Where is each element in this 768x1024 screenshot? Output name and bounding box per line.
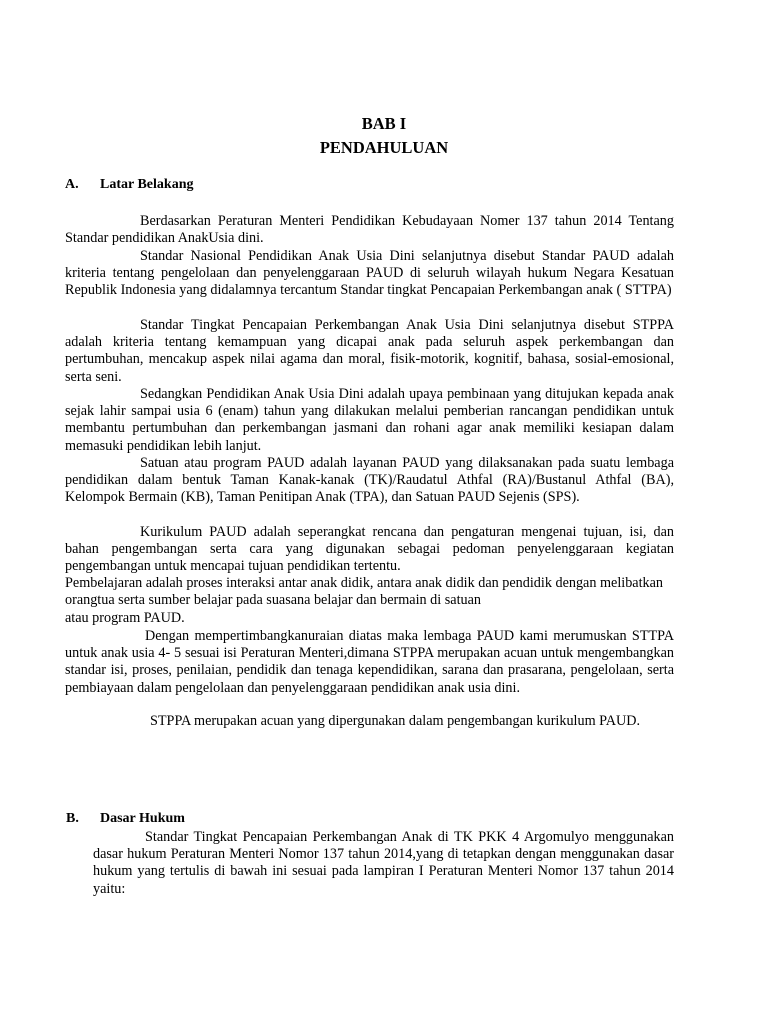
paragraph-standar-nasional: Standar Nasional Pendidikan Anak Usia Dini selanjutnya disebut Standar PAUD adalah kriteria tentang pengelolaan dan penyelenggaraan PAUD di seluruh wilayah hukum Negara Kesatuan Republik Indonesia yang didalamnya tercantum Standar tingkat Pencapaian Perkembangan anak ( STTPA) [65, 248, 674, 299]
paragraph-pembelajaran-end: atau program PAUD. [65, 610, 185, 626]
paragraph-peraturan: Berdasarkan Peraturan Menteri Pendidikan Kebudayaan Nomer 137 tahun 2014 Tentang Standar pendidikan AnakUsia dini. [65, 213, 674, 247]
section-b-number: B. [66, 811, 79, 826]
section-a-heading [65, 176, 193, 193]
section-b-title: Dasar Hukum [100, 811, 185, 826]
paragraph-acuan: STPPA merupakan acuan yang dipergunakan dalam pengembangan kurikulum PAUD. [150, 713, 641, 729]
section-b-heading [66, 810, 185, 827]
section-a-title: Latar Belakang [100, 177, 194, 192]
paragraph-dasar-hukum: Standar Tingkat Pencapaian Perkembangan Anak di TK PKK 4 Argomulyo menggunakan dasar hukum Peraturan Menteri Nomor 137 tahun 2014,yang di tetapkan dengan menggunakan dasar hukum yang tertulis di bawah ini sesuai pada lampiran I Peraturan Menteri Nomor 137 tahun 2014 yaitu: [93, 829, 674, 897]
paragraph-pembelajaran: Pembelajaran adalah proses interaksi antar anak didik, antara anak didik dan pendidik dengan melibatkan orangtua serta sumber belajar pada suasana belajar dan bermain di satuan [65, 575, 664, 609]
paragraph-stppa: Standar Tingkat Pencapaian Perkembangan Anak Usia Dini selanjutnya disebut STPPA adalah kriteria tentang kemampuan yang dicapai anak pada seluruh aspek perkembangan dan pertumbuhan, mencakup aspek nilai agama dan moral, fisik-motorik, kognitif, bahasa, sosial-emosional, serta seni. [65, 317, 674, 385]
paragraph-paud-definition: Sedangkan Pendidikan Anak Usia Dini adalah upaya pembinaan yang ditujukan kepada anak sejak lahir sampai usia 6 (enam) tahun yang dilakukan melalui pemberian rancangan pendidikan untuk membantu pertumbuhan dan perkembangan jasmani dan rohani agar anak memiliki kesiapan dalam memasuki pendidikan lebih lanjut. [65, 386, 674, 454]
paragraph-kurikulum: Kurikulum PAUD adalah seperangkat rencana dan pengaturan mengenai tujuan, isi, dan bahan pengembangan serta cara yang digunakan sebagai pedoman penyelenggaraan kegiatan pengembangan untuk mencapai tujuan pendidikan tertentu. [65, 524, 674, 575]
chapter-number: BAB I [361, 114, 407, 133]
chapter-title: PENDAHULUAN [319, 138, 449, 157]
paragraph-satuan-program: Satuan atau program PAUD adalah layanan PAUD yang dilaksanakan pada suatu lembaga pendidikan dalam bentuk Taman Kanak-kanak (TK)/Raudatul Athfal (RA)/Bustanul Athfal (BA), Kelompok Bermain (KB), Taman Penitipan Anak (TPA), dan Satuan PAUD Sejenis (SPS). [65, 455, 674, 506]
paragraph-perumusan: Dengan mempertimbangkanuraian diatas maka lembaga PAUD kami merumuskan STTPA untuk anak usia 4- 5 sesuai isi Peraturan Menteri,dimana STPPA merupakan acuan untuk mengembangkan standar isi, proses, penilaian, pendidik dan tenaga kependidikan, sarana dan prasarana, pengelolaan, serta pembiayaan dalam pengelolaan dan penyelenggaraan pendidikan anak usia dini. [65, 628, 674, 696]
section-a-number: A. [65, 177, 79, 192]
